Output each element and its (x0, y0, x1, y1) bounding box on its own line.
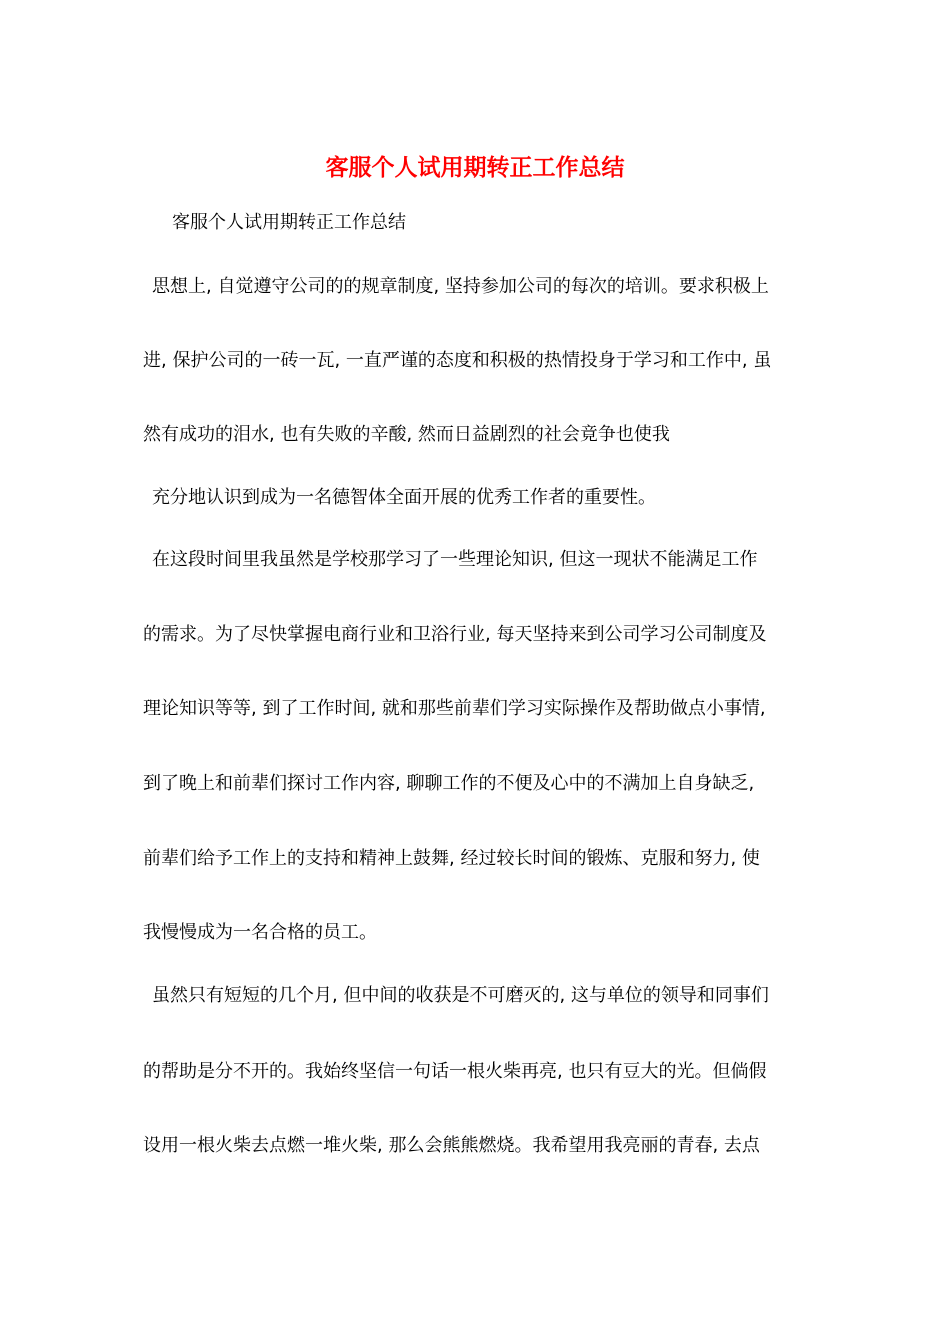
document-title: 客服个人试用期转正工作总结 (325, 154, 625, 181)
paragraph-line: 设用一根火柴去点燃一堆火柴, 那么会熊熊燃烧。我希望用我亮丽的青春, 去点 (143, 1135, 760, 1156)
paragraph-line: 到了晚上和前辈们探讨工作内容, 聊聊工作的不便及心中的不满加上自身缺乏, (143, 773, 755, 794)
paragraph-line: 的帮助是分不开的。我始终坚信一句话一根火柴再亮, 也只有豆大的光。但倘假 (143, 1061, 767, 1082)
paragraph-line: 思想上, 自觉遵守公司的的规章制度, 坚持参加公司的每次的培训。要求积极上 (152, 276, 769, 297)
paragraph-line: 的需求。为了尽快掌握电商行业和卫浴行业, 每天坚持来到公司学习公司制度及 (143, 624, 767, 645)
paragraph-line: 我慢慢成为一名合格的员工。 (143, 922, 377, 943)
paragraph-line: 在这段时间里我虽然是学校那学习了一些理论知识, 但这一现状不能满足工作 (152, 549, 758, 570)
paragraph-line: 充分地认识到成为一名德智体全面开展的优秀工作者的重要性。 (152, 487, 656, 508)
document-subtitle: 客服个人试用期转正工作总结 (172, 212, 406, 233)
paragraph-line: 前辈们给予工作上的支持和精神上鼓舞, 经过较长时间的锻炼、克服和努力, 使 (143, 848, 760, 869)
paragraph-line: 然有成功的泪水, 也有失败的辛酸, 然而日益剧烈的社会竟争也使我 (143, 424, 670, 445)
paragraph-line: 进, 保护公司的一砖一瓦, 一直严谨的态度和积极的热情投身于学习和工作中, 虽 (143, 350, 772, 371)
paragraph-line: 理论知识等等, 到了工作时间, 就和那些前辈们学习实际操作及帮助做点小事情, (143, 698, 766, 719)
paragraph-line: 虽然只有短短的几个月, 但中间的收获是不可磨灭的, 这与单位的领导和同事们 (152, 985, 769, 1006)
